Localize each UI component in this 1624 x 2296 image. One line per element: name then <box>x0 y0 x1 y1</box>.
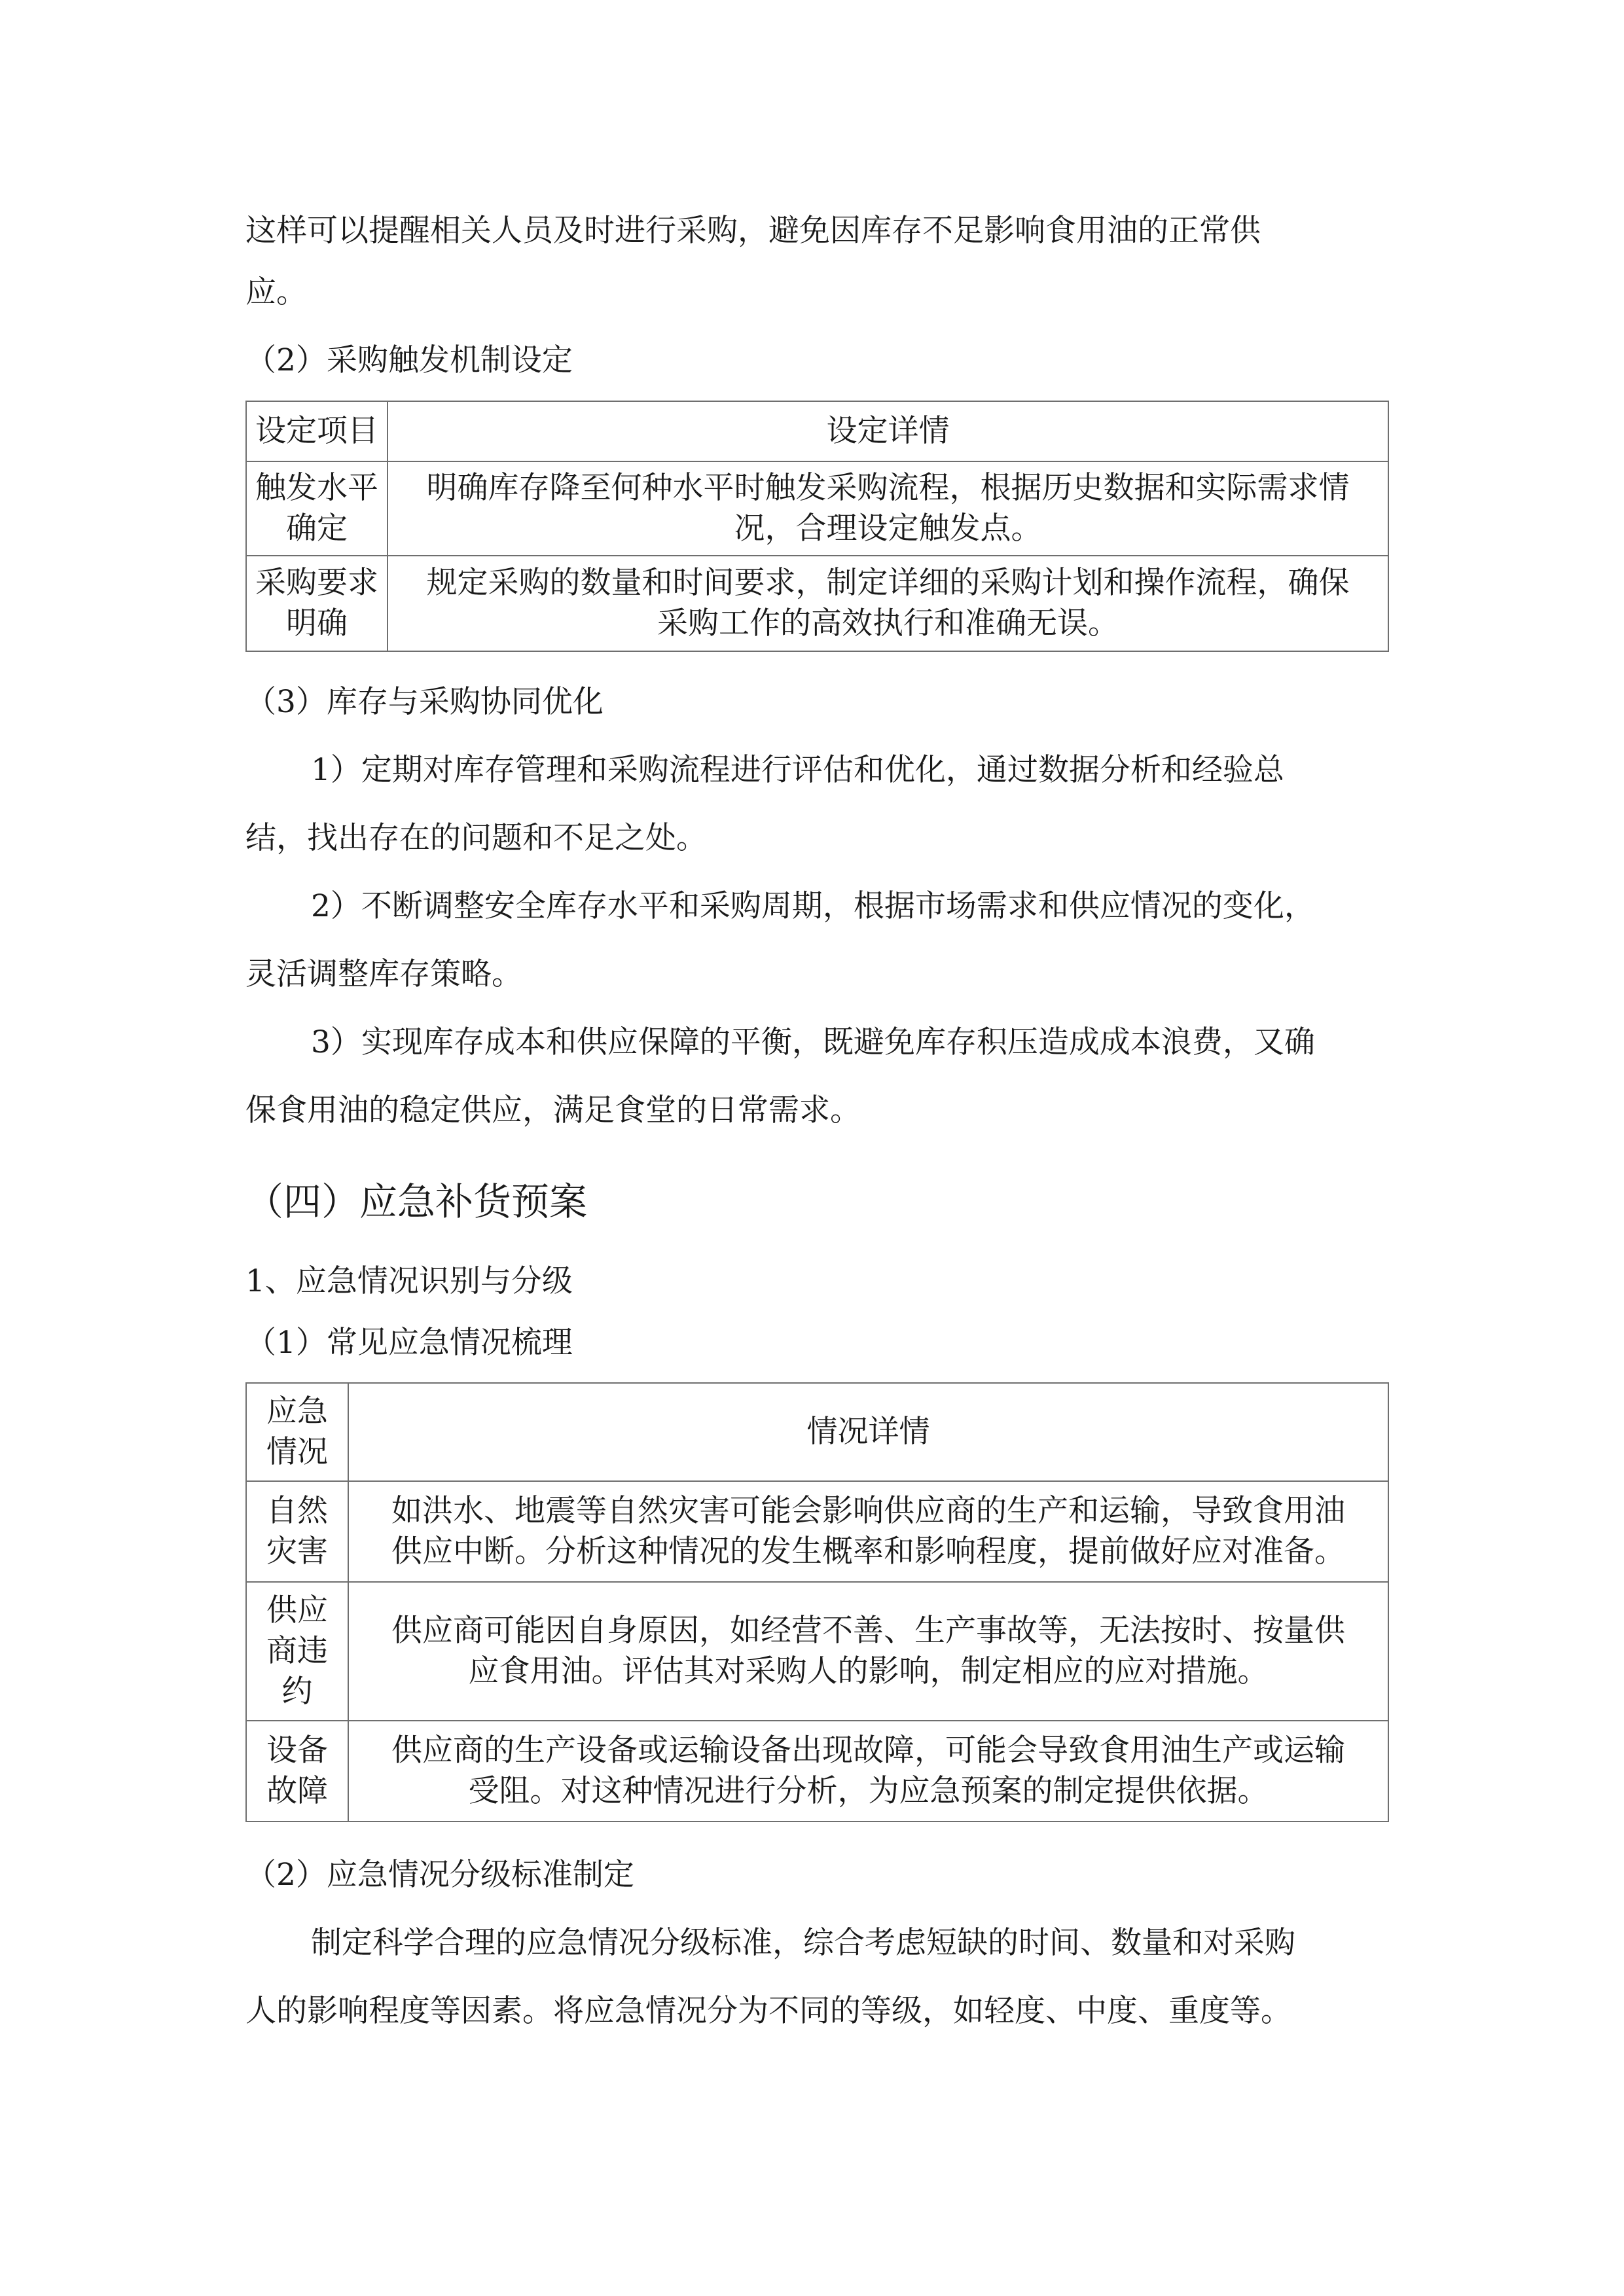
table-cell-item <box>246 556 388 651</box>
table-header-cell: 设定项目 <box>246 401 388 461</box>
table-header-cell <box>246 1383 348 1481</box>
cell-line: 如洪水、地震等自然灾害可能会影响供应商的生产和运输，导致食用油 <box>391 1493 1345 1529</box>
table-header-cell: 设定详情 <box>388 401 1388 461</box>
cell-line: 明确 <box>286 605 348 641</box>
table-cell-detail <box>388 461 1388 556</box>
cell-line: 供应商可能因自身原因，如经营不善、生产事故等，无法按时、按量供 <box>391 1613 1345 1649</box>
paragraph-1-line-2: 结，找出存在的问题和不足之处。 <box>245 820 707 856</box>
heading-emergency-identification: 1、应急情况识别与分级 <box>245 1263 573 1299</box>
table-header-row <box>246 1383 1388 1481</box>
table-row <box>246 1481 1388 1582</box>
table-cell-type <box>246 1481 348 1582</box>
cell-line: 明确库存降至何种水平时触发采购流程，根据历史数据和实际需求情 <box>426 470 1350 506</box>
subsection-title-grading-standard: （2）应急情况分级标准制定 <box>245 1857 634 1893</box>
paragraph-2-line-2: 灵活调整库存策略。 <box>245 956 522 992</box>
cell-line: 设备 <box>266 1732 328 1768</box>
table-row <box>246 1721 1388 1821</box>
cell-line: 应食用油。评估其对采购人的影响，制定相应的应对措施。 <box>468 1653 1269 1689</box>
subsection-title-coordination: （3）库存与采购协同优化 <box>245 684 604 720</box>
cell-line: 情况 <box>266 1434 328 1470</box>
cell-line: 灾害 <box>266 1534 328 1570</box>
cell-line: 应急 <box>266 1393 328 1429</box>
subsection-title-purchase-trigger: （2）采购触发机制设定 <box>245 342 573 378</box>
table-row <box>246 461 1388 556</box>
cell-line: 故障 <box>266 1773 328 1809</box>
cell-line: 自然 <box>266 1493 328 1529</box>
grading-paragraph-line-2: 人的影响程度等因素。将应急情况分为不同的等级，如轻度、中度、重度等。 <box>245 1993 1291 2029</box>
table-cell-detail <box>388 556 1388 651</box>
purchase-trigger-table <box>245 401 1389 652</box>
cell-line: 约 <box>281 1674 313 1710</box>
cell-line: 况，合理设定触发点。 <box>734 511 1042 547</box>
table-row <box>246 1582 1388 1721</box>
cell-line: 确定 <box>286 511 348 547</box>
intro-line-1: 这样可以提醒相关人员及时进行采购，避免因库存不足影响食用油的正常供 <box>245 213 1261 249</box>
cell-line: 供应商的生产设备或运输设备出现故障，可能会导致食用油生产或运输 <box>391 1732 1345 1768</box>
cell-line: 商违 <box>266 1633 328 1669</box>
table-cell-type <box>246 1721 348 1821</box>
cell-line: 规定采购的数量和时间要求，制定详细的采购计划和操作流程，确保 <box>426 565 1350 601</box>
cell-line: 供应中断。分析这种情况的发生概率和影响程度，提前做好应对准备。 <box>391 1534 1345 1570</box>
table-cell-detail <box>348 1721 1388 1821</box>
cell-line: 采购要求 <box>255 565 378 601</box>
paragraph-3-line-1: 3）实现库存成本和供应保障的平衡，既避免库存积压造成成本浪费，又确 <box>311 1024 1315 1060</box>
table-cell-detail <box>348 1481 1388 1582</box>
cell-line: 供应 <box>266 1592 328 1628</box>
intro-line-2: 应。 <box>245 274 307 310</box>
subsection-title-common-emergencies: （1）常见应急情况梳理 <box>245 1325 573 1361</box>
emergency-situations-table <box>245 1382 1389 1822</box>
section-title-emergency: （四）应急补货预案 <box>245 1179 588 1224</box>
table-cell-type <box>246 1582 348 1721</box>
paragraph-2-line-1: 2）不断调整安全库存水平和采购周期，根据市场需求和供应情况的变化， <box>311 888 1315 924</box>
grading-paragraph-line-1: 制定科学合理的应急情况分级标准，综合考虑短缺的时间、数量和对采购 <box>311 1925 1295 1961</box>
cell-line: 采购工作的高效执行和准确无误。 <box>657 605 1119 641</box>
table-row <box>246 556 1388 651</box>
paragraph-1-line-1: 1）定期对库存管理和采购流程进行评估和优化，通过数据分析和经验总 <box>311 752 1284 788</box>
cell-line: 受阻。对这种情况进行分析，为应急预案的制定提供依据。 <box>468 1773 1269 1809</box>
table-cell-detail <box>348 1582 1388 1721</box>
table-cell-item <box>246 461 388 556</box>
cell-line: 触发水平 <box>255 470 378 506</box>
paragraph-3-line-2: 保食用油的稳定供应，满足食堂的日常需求。 <box>245 1092 861 1128</box>
table-header-row <box>246 401 1388 461</box>
table-header-cell: 情况详情 <box>348 1383 1388 1481</box>
